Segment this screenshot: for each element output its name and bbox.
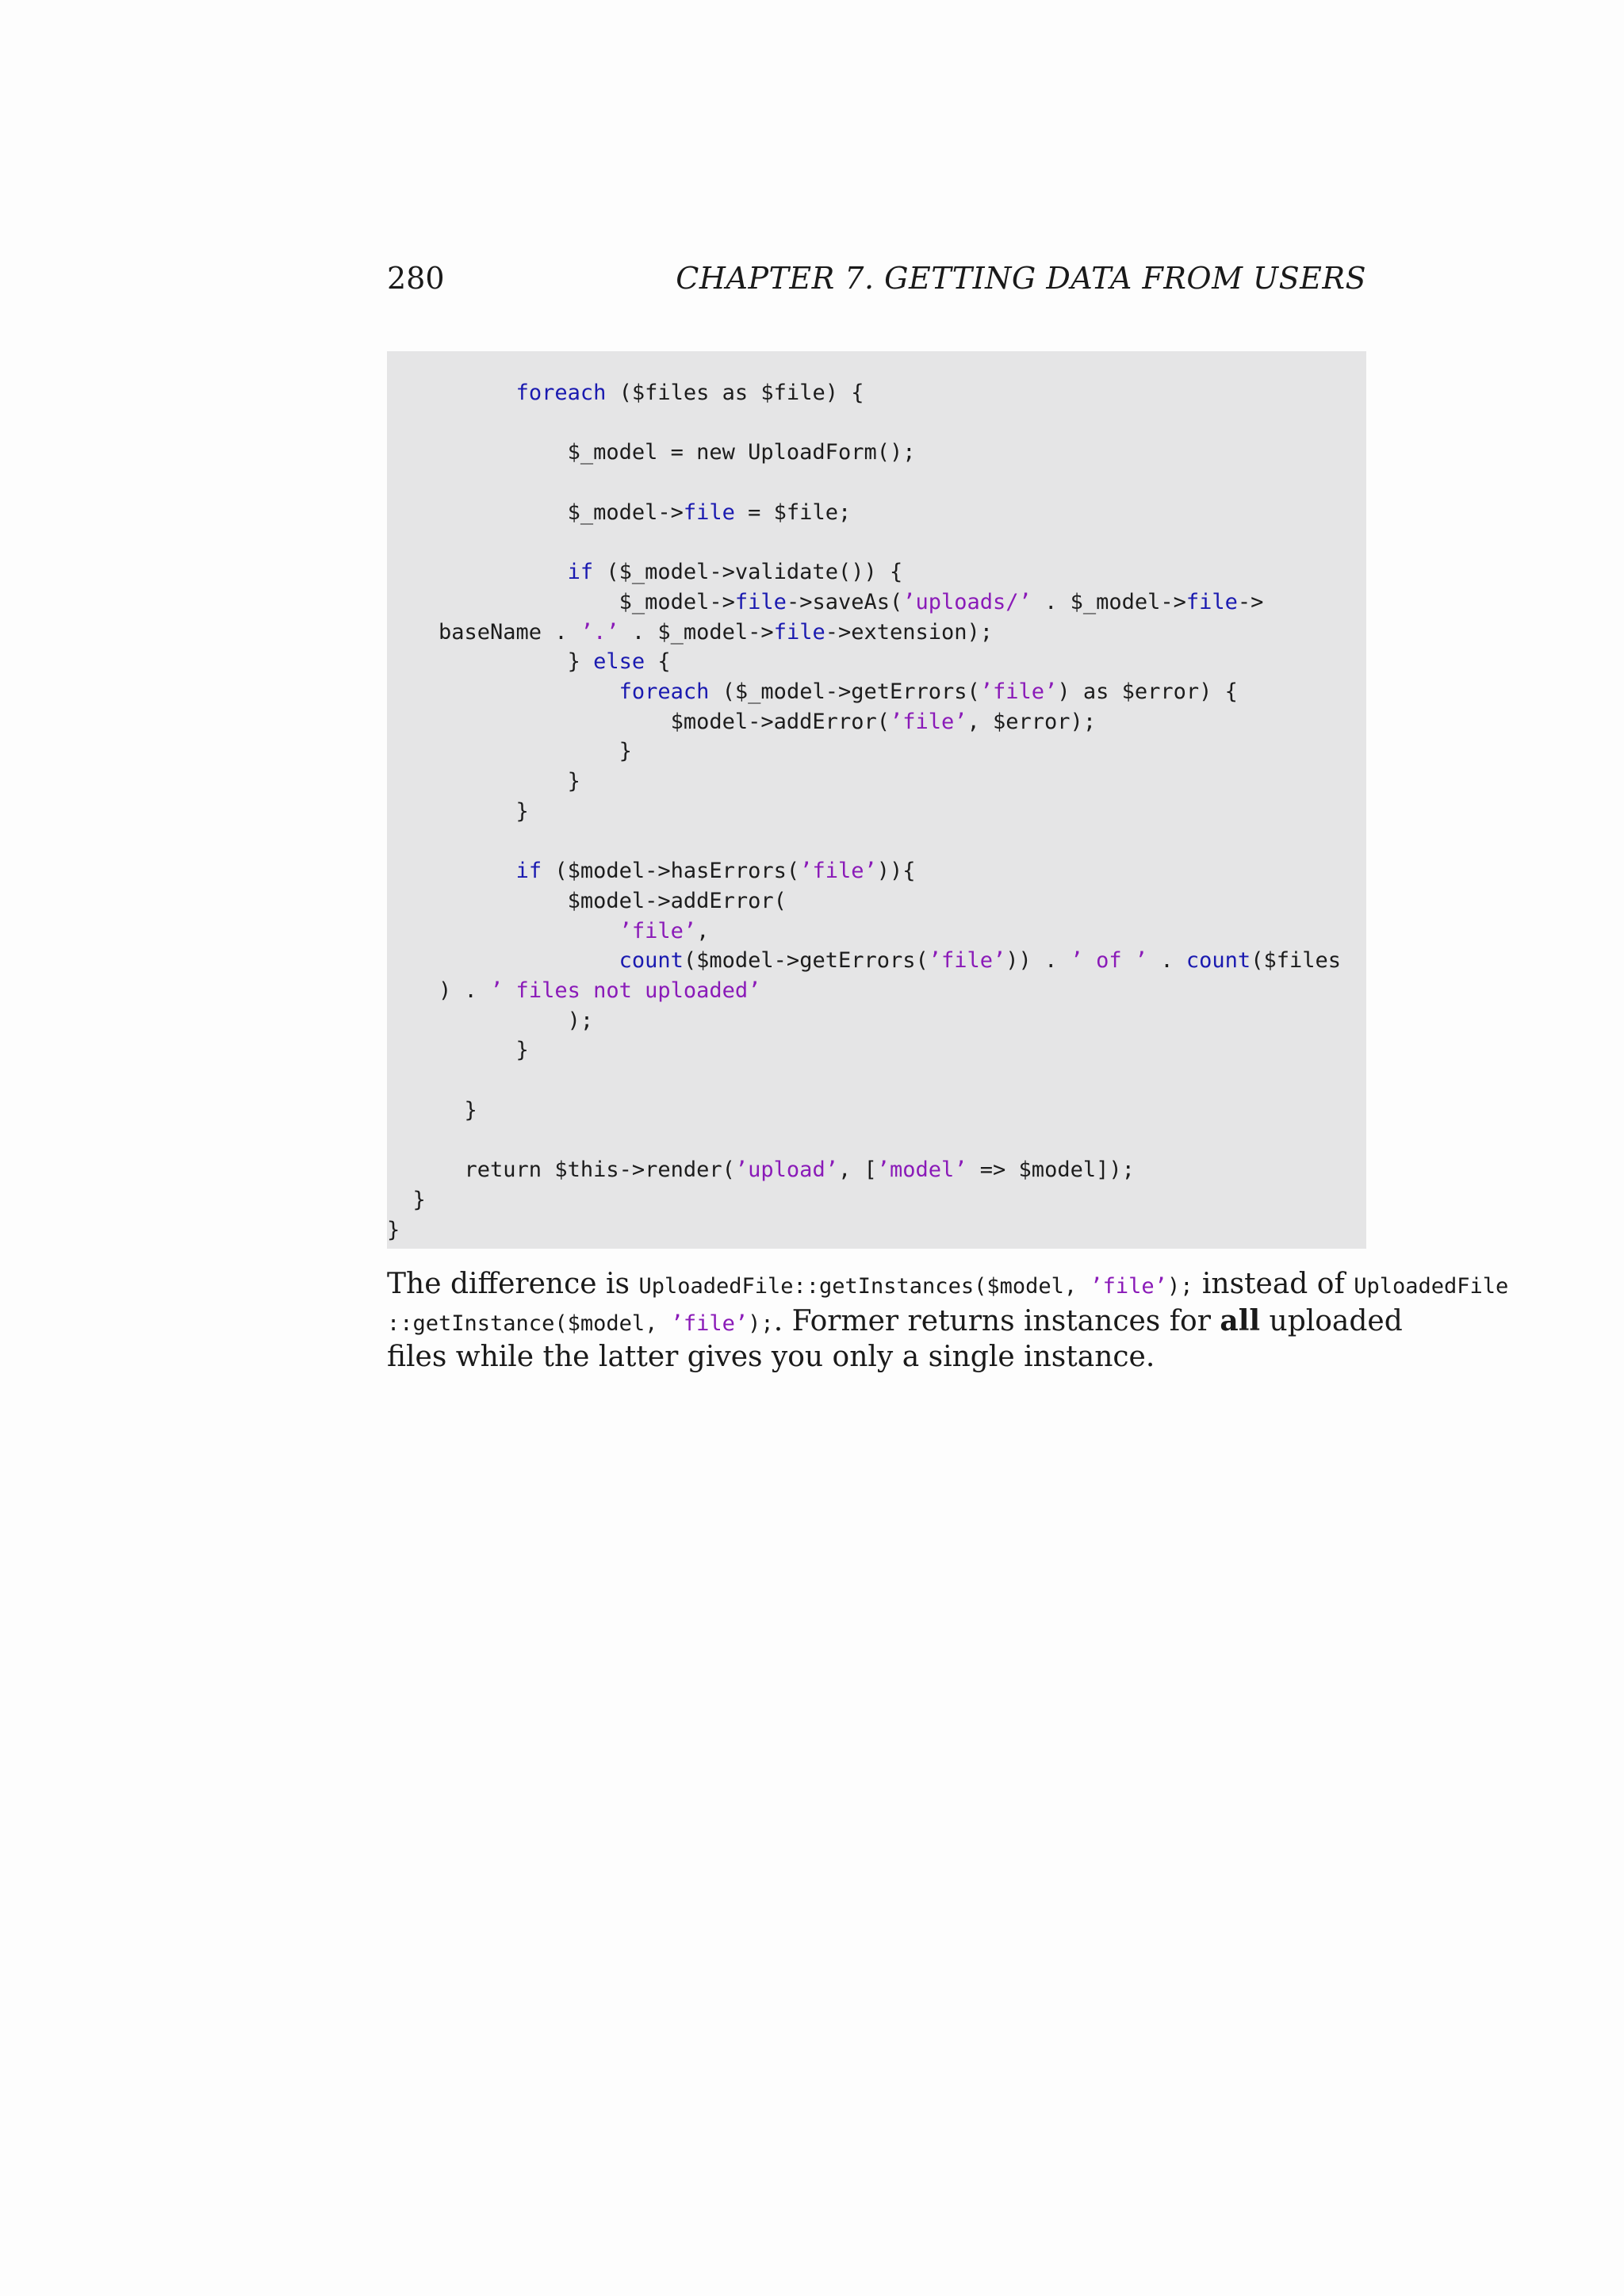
code-text <box>387 948 619 973</box>
code-text: = $file; <box>734 499 852 525</box>
code-line <box>387 977 760 1005</box>
code-string: ’file’ <box>799 859 877 884</box>
inline-code: ); <box>1166 1274 1193 1299</box>
inline-code: ::getInstance($model, <box>387 1311 671 1336</box>
code-text: ($_model->getErrors( <box>709 679 980 704</box>
code-string: ’file’ <box>619 918 697 943</box>
code-text: } <box>387 798 529 824</box>
body-text-line-1 <box>387 1266 1509 1305</box>
code-keyword: file <box>773 619 825 645</box>
code-text: . <box>1147 948 1186 974</box>
code-string: ’.’ <box>580 619 619 645</box>
running-head: CHAPTER 7. GETTING DATA FROM USERS <box>676 261 1366 296</box>
inline-code: UploadedFile <box>1354 1274 1509 1299</box>
inline-code: UploadedFile::getInstances($model, <box>638 1274 1090 1299</box>
code-keyword: file <box>1185 589 1238 614</box>
code-keyword: count <box>619 948 684 974</box>
body-text-line-2 <box>387 1303 1403 1342</box>
code-line <box>387 588 1263 617</box>
code-text <box>387 560 568 584</box>
code-keyword: if <box>515 859 542 884</box>
page-number: 280 <box>387 261 445 296</box>
code-text: . $_model-> <box>619 619 774 645</box>
code-text: ) as $error) { <box>1057 679 1238 704</box>
code-line <box>387 1036 529 1065</box>
code-line <box>387 737 632 766</box>
inline-code: ); <box>748 1311 774 1336</box>
code-text: } <box>387 649 594 675</box>
code-line <box>387 379 864 408</box>
code-line <box>387 887 787 916</box>
text-run: uploaded <box>1260 1305 1403 1337</box>
code-line <box>387 499 851 527</box>
code-keyword: file <box>734 589 787 614</box>
code-line <box>387 558 902 587</box>
code-string: ’file’ <box>928 948 1006 974</box>
code-text <box>387 679 619 704</box>
code-string: ’model’ <box>876 1158 967 1183</box>
code-line <box>387 1007 593 1035</box>
inline-code-string: ’file’ <box>1090 1274 1167 1299</box>
code-text <box>387 919 619 943</box>
code-text: . $_model-> <box>1031 589 1186 614</box>
code-string: ’ files not uploaded’ <box>490 978 761 1003</box>
code-text: } <box>387 1187 426 1212</box>
code-text: } <box>387 1217 400 1242</box>
code-keyword: file <box>683 499 735 525</box>
code-text: => $model]); <box>967 1158 1135 1183</box>
code-text: baseName . <box>387 619 580 645</box>
code-text: $model->addError( <box>387 709 890 734</box>
code-text: } <box>387 1038 529 1063</box>
code-text: , <box>696 918 710 943</box>
code-text: } <box>387 1097 477 1123</box>
code-line <box>387 618 993 647</box>
text-run: . Former returns instances for <box>773 1305 1220 1337</box>
code-keyword: else <box>593 649 645 675</box>
code-line <box>387 1156 1135 1184</box>
code-string: ’file’ <box>889 709 967 734</box>
code-text: ($model->hasErrors( <box>542 859 800 884</box>
code-string: ’file’ <box>979 679 1058 704</box>
code-text <box>387 859 516 883</box>
code-line <box>387 947 1341 975</box>
code-line <box>387 798 529 826</box>
code-text: { <box>645 649 671 675</box>
text-run: The difference is <box>387 1268 639 1300</box>
code-text <box>387 381 516 405</box>
code-text: )) . <box>1005 948 1071 974</box>
code-text: ->extension); <box>825 619 994 645</box>
code-text: -> <box>1237 589 1264 614</box>
code-keyword: count <box>1185 948 1251 974</box>
code-line <box>387 648 671 676</box>
code-text: } <box>387 769 580 794</box>
code-text: , [ <box>837 1158 877 1183</box>
code-line <box>387 767 580 796</box>
code-line <box>387 678 1238 706</box>
code-text: $model->addError( <box>387 888 787 913</box>
code-text: ($_model->validate()) { <box>593 560 903 585</box>
code-line <box>387 708 1096 737</box>
code-listing <box>387 351 1366 1249</box>
code-text: ) . <box>387 978 491 1003</box>
code-string: ’upload’ <box>734 1158 838 1183</box>
code-line <box>387 1096 477 1125</box>
code-text: $_model-> <box>387 589 735 614</box>
text-run: instead of <box>1193 1268 1354 1300</box>
code-text: ($files as $file) { <box>606 381 864 405</box>
code-keyword: foreach <box>619 679 710 704</box>
code-line <box>387 1186 426 1215</box>
code-text: ->saveAs( <box>786 589 903 614</box>
inline-code-string: ’file’ <box>670 1311 749 1336</box>
code-text: return $this->render( <box>387 1158 735 1183</box>
code-text: ($model->getErrors( <box>683 948 929 974</box>
code-string: ’ of ’ <box>1070 948 1148 974</box>
code-string: ’uploads/’ <box>902 589 1032 614</box>
code-text: , $error); <box>967 709 1097 734</box>
code-line <box>387 857 916 886</box>
body-text-line-3: files while the latter gives you only a single instance. <box>387 1341 1155 1373</box>
code-text: } <box>387 739 632 764</box>
code-line <box>387 917 709 946</box>
code-text: ($files <box>1251 948 1341 974</box>
code-text: )){ <box>876 859 916 884</box>
code-keyword: if <box>567 560 594 585</box>
code-text: ); <box>387 1008 594 1033</box>
code-line <box>387 1216 400 1245</box>
code-keyword: foreach <box>515 381 607 405</box>
code-text: $_model-> <box>387 499 684 525</box>
bold-text: all <box>1220 1304 1261 1337</box>
code-line <box>387 438 915 467</box>
code-text: $_model = new UploadForm(); <box>387 440 916 465</box>
